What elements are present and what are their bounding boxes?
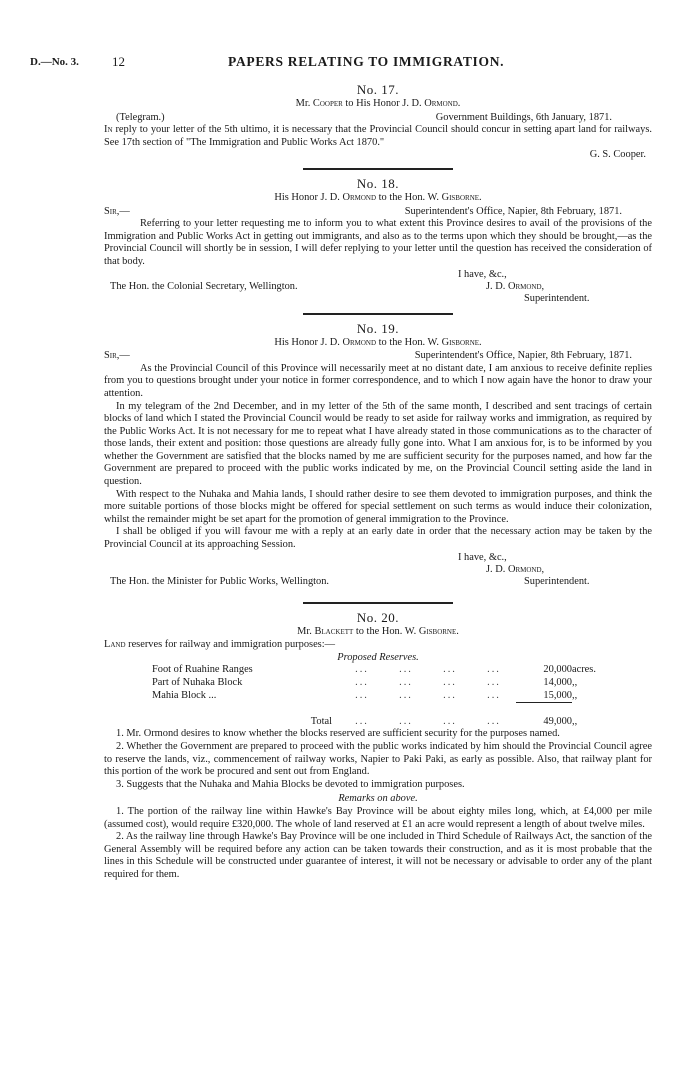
dateline	[104, 112, 652, 125]
dateline	[104, 206, 652, 219]
heading-middle: to His Honor J. D.	[342, 98, 425, 109]
leader-dots: ...	[443, 677, 457, 688]
reserve-unit: ,,	[572, 689, 578, 701]
heading-prefix: His Honor J. D.	[274, 336, 343, 348]
leader-dots: ...	[355, 677, 369, 688]
total-row	[152, 716, 622, 729]
heading-recipient: Gisborne.	[441, 336, 482, 348]
letter-no-19	[104, 321, 652, 604]
point-item: 2. Whether the Government are prepared to proceed with the public works indicated by him should the Provincial Council agree to reserve the lands, viz., commencement of railway works, Napier to Paki Paki, as early as possible. Also, that railway plant for this portion of the work be procured and sent out from England.	[104, 740, 652, 778]
intro-line	[104, 639, 652, 652]
place-date: Superintendent's Office, Napier, 8th February, 1871.	[404, 205, 622, 217]
total-unit: ,,	[572, 715, 578, 727]
body-text: reply to your letter of the 5th ultimo, it is necessary that the Provincial Council should concur in setting apart land for railways. See 17th section of "The Immigration and Public Works Act 1870."	[104, 124, 652, 148]
drop-word: Land	[104, 639, 126, 651]
letter-body	[104, 124, 652, 149]
signatory-title: Superintendent.	[524, 575, 590, 587]
paragraph: As the Provincial Council of this Province will necessarily meet at no distant date, I am anxious to receive definite replies from you to questions brought under your notice in former correspondence, and to which I now again have the honor to draw your attention.	[104, 362, 652, 399]
leader-dots: ...	[443, 689, 457, 701]
leader-dots: ...	[355, 689, 369, 701]
total-acres: 49,000	[543, 715, 572, 727]
letter-number: No. 18.	[356, 175, 400, 191]
letter-number: No. 19.	[356, 320, 400, 336]
paragraph: Referring to your letter requesting me to inform you to what extent this Province desires to avail of the provisions of the Immigration and Public Works Act in getting out immigrants, and also as to the terms upon which they should be brought,—as the Provincial Council will shortly be in session, I will defer replying to your letter until the question has received the consideration of that body.	[104, 218, 652, 267]
remark-item: 2. As the railway line through Hawke's Bay Province will be one included in Third Schedule of Railways Act, the sanction of the General Assembly will be required before any action can be taken towards their construction, and as it is most probable that the lines in this Schedule will be constructed under guarantee of interest, it will not be necessary or advisable to order any of the plant required for them.	[104, 831, 652, 880]
drop-word: In	[104, 124, 113, 136]
table-caption: Proposed Reserves.	[337, 651, 419, 663]
heading-prefix: His Honor J. D.	[274, 191, 343, 203]
leader-dots: ...	[355, 664, 369, 676]
section-rule	[303, 168, 453, 170]
signatory: J. D. Ormond,	[486, 563, 545, 575]
point-item: 3. Suggests that the Nuhaka and Mahia Blocks be devoted to immigration purposes.	[116, 778, 465, 790]
letter-no-18	[104, 176, 652, 315]
letter-no-20	[104, 610, 652, 882]
heading-recipient: Gisborne.	[441, 191, 482, 203]
leader-dots: ...	[487, 715, 501, 727]
signature: G. S. Cooper.	[589, 149, 646, 161]
place-date: Government Buildings, 6th January, 1871.	[435, 111, 612, 123]
letter-heading	[104, 192, 652, 205]
heading-prefix: Mr.	[295, 98, 313, 109]
document-reference: D.—No. 3.	[30, 56, 79, 68]
heading-recipient: Gisborne.	[418, 625, 459, 637]
reserves-table	[152, 664, 622, 728]
letter-heading	[104, 98, 652, 111]
section-rule	[303, 313, 453, 315]
letter-heading	[104, 337, 652, 350]
heading-middle: to the Hon. W.	[376, 336, 442, 348]
spacer-row	[152, 703, 622, 716]
page-number: 12	[112, 54, 125, 69]
leader-dots: ...	[355, 715, 369, 727]
reserve-unit: acres.	[572, 664, 596, 676]
heading-sender: Blackett	[314, 625, 354, 637]
section-rule	[303, 602, 453, 604]
intro-text: reserves for railway and immigration purposes:—	[125, 639, 336, 651]
leader-dots: ...	[399, 677, 413, 688]
addressee: The Hon. the Colonial Secretary, Wellington.	[110, 280, 298, 292]
leader-dots: ...	[443, 664, 457, 676]
running-head	[32, 56, 674, 72]
signatory: J. D. Ormond,	[486, 280, 545, 292]
table-row	[152, 664, 622, 677]
reserve-unit: ,,	[572, 677, 578, 688]
heading-sender: Ormond	[342, 336, 377, 348]
closing: I have, &c.,	[458, 551, 507, 563]
paragraph: In my telegram of the 2nd December, and in my letter of the 5th of the same month, I described and sent tracings of certain blocks of land which I stated the Provincial Council would be ready to set aside for railway works and immigration, as required by the Public Works Act. It is not necessary for me to repeat what I have already stated in those communications as to the character of those lands, their extent and position: those questions are already fully gone into. What I am anxious for, is to be informed by you whether the Government are satisfied that the blocks named by me are sufficient security for the purposes named, and how far the Government are prepared to proceed with the public works indicated by me, on the Provincial Council setting aside the land in question.	[104, 400, 652, 488]
letter-no-17	[104, 82, 652, 170]
telegram-label: (Telegram.)	[116, 111, 165, 123]
letter-number: No. 20.	[356, 609, 400, 625]
total-rule	[516, 703, 572, 716]
reserve-name: Mahia Block ...	[152, 689, 217, 701]
heading-sender: Cooper	[312, 98, 343, 109]
leader-dots: ...	[399, 689, 413, 701]
salutation: Sir,—	[104, 350, 130, 362]
letter-number: No. 17.	[356, 82, 400, 97]
reserve-acres: 14,000	[543, 677, 572, 688]
addressee: The Hon. the Minister for Public Works, Wellington.	[110, 575, 330, 587]
heading-middle: to the Hon. W.	[353, 625, 419, 637]
leader-dots: ...	[399, 715, 413, 727]
letter-heading	[104, 626, 652, 639]
signature-block	[104, 269, 652, 307]
point-item: 1. Mr. Ormond desires to know whether the blocks reserved are sufficient security for the purposes named.	[116, 728, 560, 740]
leader-dots: ...	[399, 664, 413, 676]
salutation: Sir,—	[104, 205, 130, 217]
table-row	[152, 677, 622, 690]
signatory-title: Superintendent.	[524, 292, 590, 304]
remarks-heading: Remarks on above.	[338, 793, 418, 805]
document-body	[104, 80, 652, 882]
remark-item: 1. The portion of the railway line within Hawke's Bay Province will be about eighty miles long, which, at £4,000 per mile (assumed cost), would require £320,000. The whole of land reserved at £1 an acre would represent a length of about twelve miles.	[104, 805, 652, 830]
reserve-name: Foot of Ruahine Ranges	[152, 664, 253, 676]
place-date: Superintendent's Office, Napier, 8th February, 1871.	[414, 350, 632, 362]
paragraph: With respect to the Nuhaka and Mahia lands, I should rather desire to see them devoted to immigration purposes, and think the more suitable portions of those blocks might be offered for special settlement on such terms as would induce their colonization, whilst the remainder might be set apart for the promotion of general immigration to the Province.	[104, 488, 652, 525]
heading-sender: Ormond	[342, 191, 377, 203]
heading-recipient: Ormond.	[424, 98, 461, 109]
reserve-acres: 15,000	[543, 689, 572, 701]
leader-dots: ...	[487, 689, 501, 701]
total-label: Total	[310, 715, 332, 727]
paragraph: I shall be obliged if you will favour me with a reply at an early date in order that the necessary action may be taken by the Provincial Council at its approaching Session.	[104, 526, 652, 551]
leader-dots: ...	[487, 664, 501, 676]
leader-dots: ...	[487, 677, 501, 688]
heading-middle: to the Hon. W.	[376, 191, 442, 203]
signature-block	[104, 552, 652, 590]
running-title: PAPERS RELATING TO IMMIGRATION.	[228, 54, 505, 69]
reserve-acres: 20,000	[543, 664, 572, 676]
reserve-name: Part of Nuhaka Block	[152, 677, 243, 688]
table-row	[152, 690, 622, 703]
heading-prefix: Mr.	[297, 625, 315, 637]
leader-dots: ...	[443, 715, 457, 727]
dateline	[104, 350, 652, 363]
closing: I have, &c.,	[458, 268, 507, 280]
